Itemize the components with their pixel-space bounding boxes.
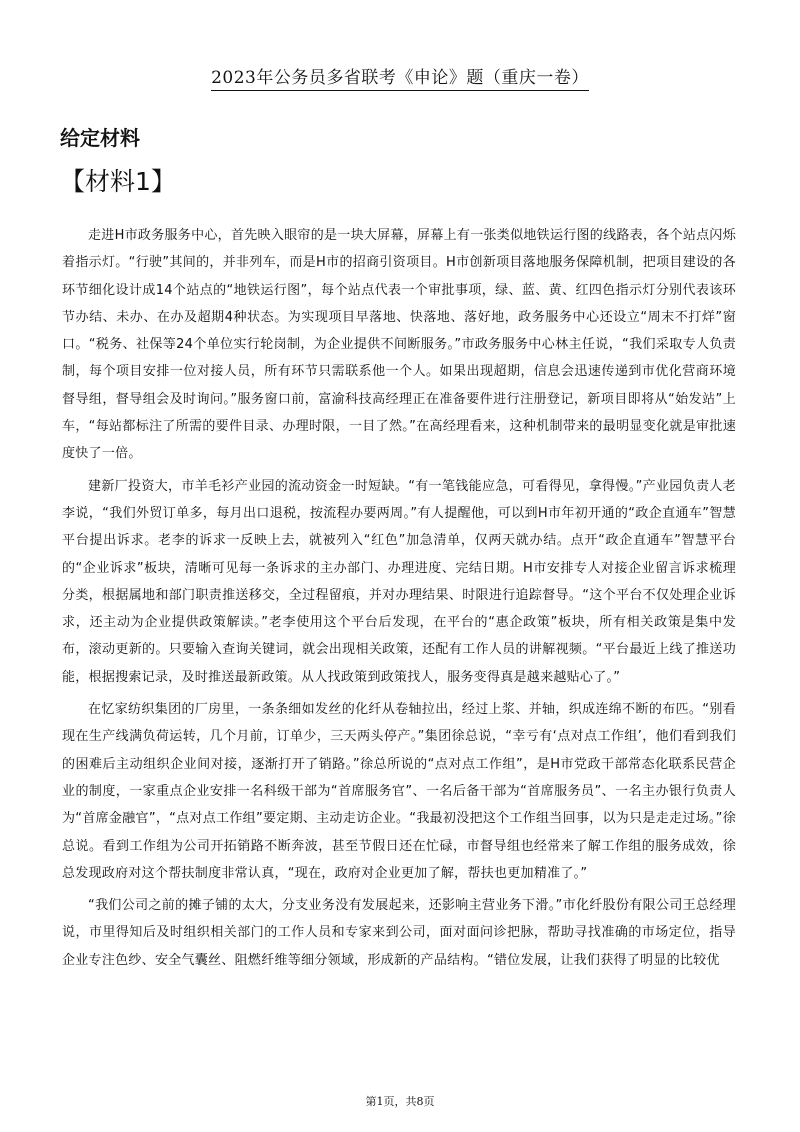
document-title-text: 2023年公务员多省联考《申论》题（重庆一卷）: [211, 68, 589, 91]
page-footer: 第1页，共8页: [365, 1095, 435, 1108]
paragraph: 在忆家纺织集团的厂房里，一条条细如发丝的化纤从卷轴拉出，经过上浆、并轴，织成连绵不断的布匹。“别看现在生产线满负荷运转，几个月前，订单少，三天两头停产。”集团徐总说，“幸亏有‘点对点工作组’，他们看到我们的困难后主动组织企业间对接，逐渐打开了销路。”徐总所说的“点对点工作组”，是H市党政干部常态化联系民营企业的制度，一家重点企业安排一名科级干部为“首席服务官”、一名后备干部为“首席服务员”、一名主办银行负责人为“首席金融官”，“点对点工作组”要定期、主动走访企业。“我最初没把这个工作组当回事，以为只是走走过场。”徐总说。看到工作组为公司开拓销路不断奔波，甚至节假日还在忙碌，市督导组也经常来了解工作组的服务成效，徐总发现政府对这个帮扶制度非常认真，“现在，政府对企业更加了解，帮扶也更加精准了。”: [62, 702, 736, 881]
section-heading: 给定材料: [60, 126, 140, 150]
paragraph: “我们公司之前的摊子铺的太大，分支业务没有发展起来，还影响主营业务下滑。”市化纤股份有限公司王总经理说，市里得知后及时组织相关部门的工作人员和专家来到公司，面对面问诊把脉，帮助寻找准确的市场定位，指导企业专注色纱、安全气囊丝、阻燃纤维等细分领域，形成新的产品结构。“错位发展，让我们获得了明显的比较优: [62, 898, 736, 968]
document-title: [0, 66, 800, 90]
paragraph: 建新厂投资大，市羊毛衫产业园的流动资金一时短缺。“有一笔钱能应急，可看得见，拿得慢。”产业园负责人老李说，“我们外贸订单多，每月出口退税，按流程办要两周。”有人提醒他，可以到H市年初开通的“政企直通车”智慧平台提出诉求。老李的诉求一反映上去，就被列入“红色”加急清单，仅两天就办结。点开“政企直通车”智慧平台的“企业诉求”板块，清晰可见每一条诉求的主办部门、办理进度、完结日期。H市安排专人对接企业留言诉求梳理分类，根据属地和部门职责推送移交，全过程留痕，并对办理结果、时限进行追踪督导。“这个平台不仅处理企业诉求，还主动为企业提供政策解读。”老李使用这个平台后发现，在平台的“惠企政策”板块，所有相关政策是集中发布，滚动更新的。只要输入查询关键词，就会出现相关政策，还配有工作人员的讲解视频。“平台最近上线了推送功能，根据搜索记录，及时推送最新政策。从人找政策到政策找人，服务变得真是越来越贴心了。”: [62, 478, 736, 685]
body-text: [62, 222, 736, 979]
material-heading: 【材料1】: [60, 167, 176, 196]
paragraph: 走进H市政务服务中心，首先映入眼帘的是一块大屏幕，屏幕上有一张类似地铁运行图的线路表，各个站点闪烁着指示灯。“行驶”其间的，并非列车，而是H市的招商引资项目。H市创新项目落地服务保障机制，把项目建设的各环节细化设计成14个站点的“地铁运行图”，每个站点代表一个审批事项，绿、蓝、黄、红四色指示灯分别代表该环节办结、未办、在办及超期4种状态。为实现项目早落地、快落地、落好地，政务服务中心还设立“周末不打烊”窗口。“税务、社保等24个单位实行轮岗制，为企业提供不间断服务。”市政务服务中心林主任说，“我们采取专人负责制，每个项目安排一位对接人员，所有环节只需联系他一个人。如果出现超期，信息会迅速传递到市优化营商环境督导组，督导组会及时询问。”服务窗口前，富渝科技高经理正在准备要件进行注册登记，新项目即将从“始发站”上车，“每站都标注了所需的要件目录、办理时限，一目了然。”在高经理看来，这种机制带来的最明显变化就是审批速度快了一倍。: [62, 228, 736, 462]
